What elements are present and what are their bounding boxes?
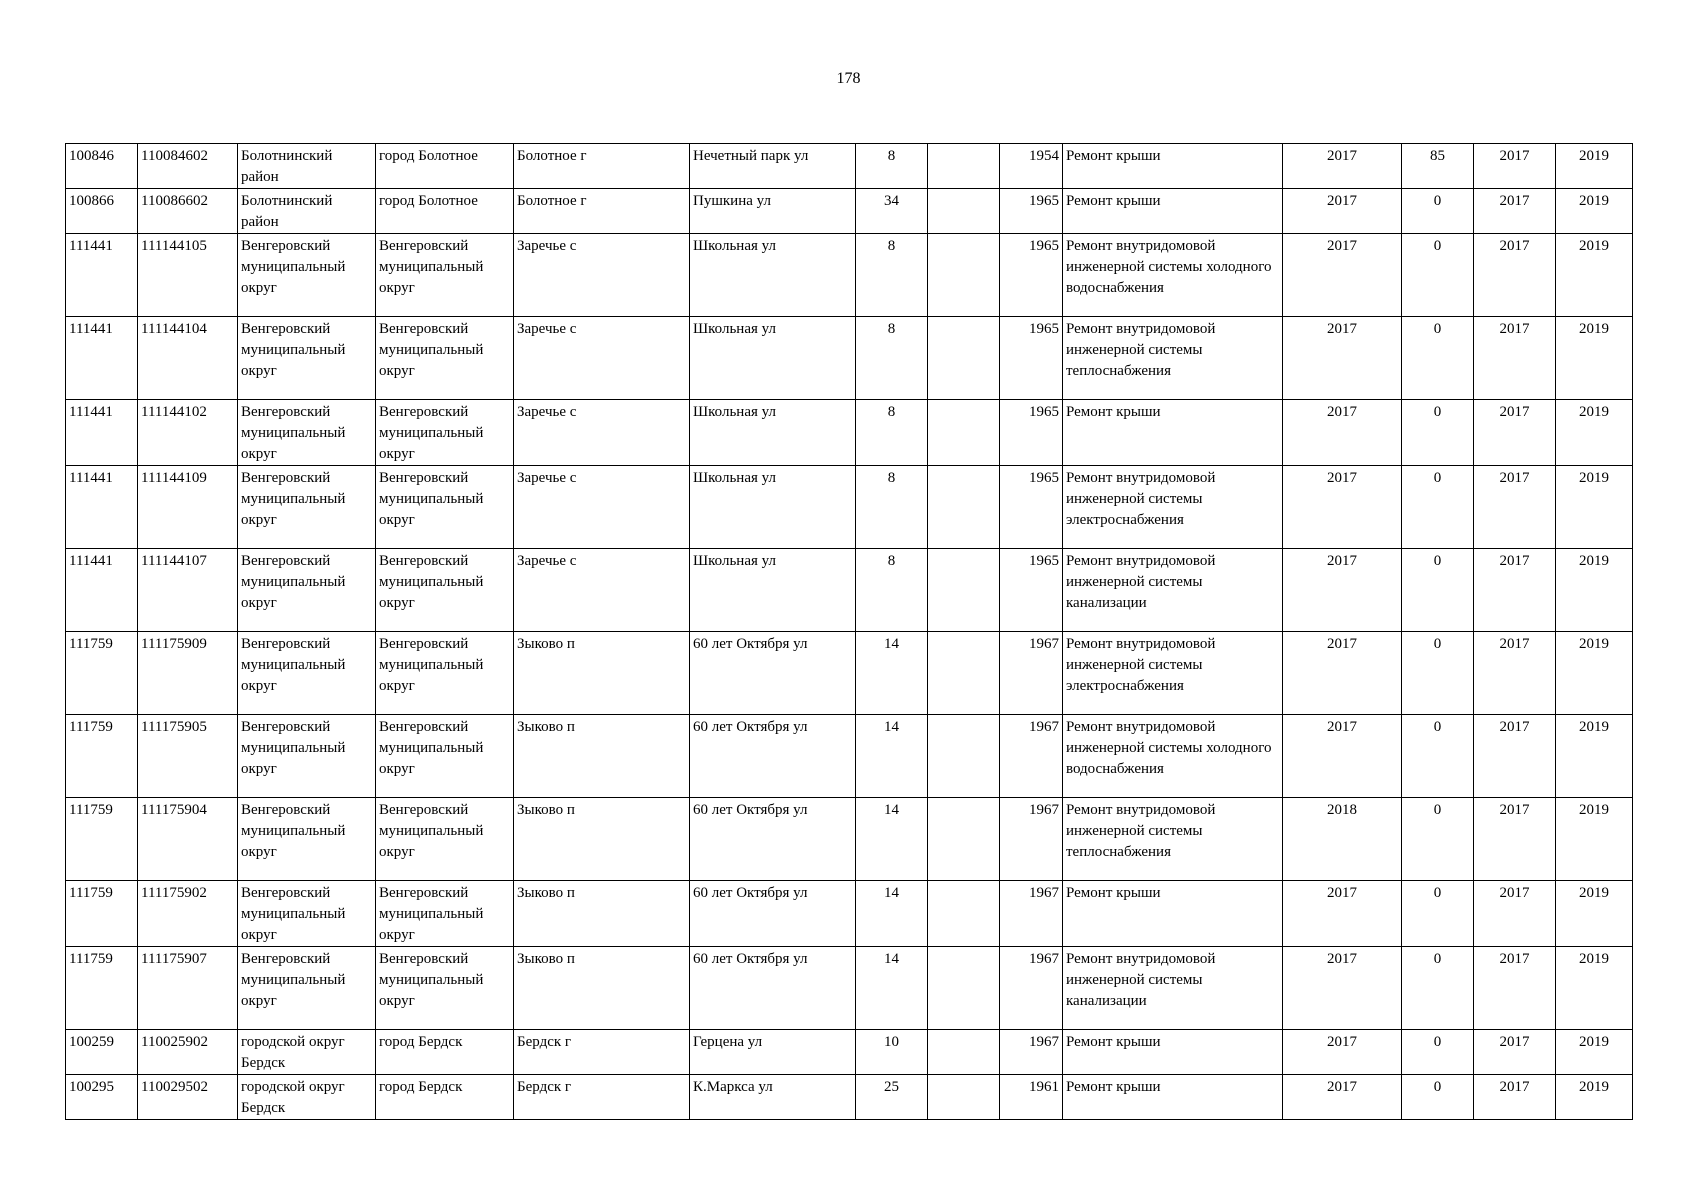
work-type-cell: Ремонт крыши [1063,1075,1283,1120]
street-cell: Школьная ул [690,234,856,317]
year-built-cell: 1965 [1000,234,1063,317]
street-cell: 60 лет Октября ул [690,632,856,715]
building-cell [928,466,1000,549]
planned-year-cell: 2017 [1283,881,1402,947]
house-id-cell: 111759 [66,632,138,715]
work-type-cell: Ремонт крыши [1063,881,1283,947]
planned-year-cell: 2017 [1283,189,1402,234]
year-built-cell: 1967 [1000,715,1063,798]
settlement-cell: Заречье с [514,466,690,549]
wear-percent-cell: 0 [1402,234,1474,317]
house-id-cell: 100259 [66,1030,138,1075]
street-cell: Нечетный парк ул [690,144,856,189]
house-id-cell: 100866 [66,189,138,234]
work-type-cell: Ремонт внутридомовой инженерной системы теплоснабжения [1063,317,1283,400]
period-start-cell: 2017 [1474,1075,1556,1120]
district-cell: Болотнинский район [238,189,376,234]
work-id-cell: 111175907 [138,947,238,1030]
planned-year-cell: 2017 [1283,549,1402,632]
house-number-cell: 14 [856,947,928,1030]
municipality-cell: город Болотное [376,144,514,189]
house-number-cell: 34 [856,189,928,234]
municipality-cell: Венгеровский муниципальный округ [376,715,514,798]
building-cell [928,1030,1000,1075]
work-type-cell: Ремонт внутридомовой инженерной системы холодного водоснабжения [1063,715,1283,798]
wear-percent-cell: 0 [1402,632,1474,715]
municipality-cell: город Болотное [376,189,514,234]
building-cell [928,881,1000,947]
work-id-cell: 110029502 [138,1075,238,1120]
street-cell: Школьная ул [690,466,856,549]
period-end-cell: 2019 [1556,400,1633,466]
settlement-cell: Болотное г [514,144,690,189]
work-id-cell: 111175909 [138,632,238,715]
year-built-cell: 1965 [1000,189,1063,234]
house-id-cell: 111441 [66,400,138,466]
district-cell: городской округ Бердск [238,1075,376,1120]
settlement-cell: Зыково п [514,632,690,715]
period-start-cell: 2017 [1474,549,1556,632]
district-cell: Венгеровский муниципальный округ [238,881,376,947]
planned-year-cell: 2018 [1283,798,1402,881]
year-built-cell: 1967 [1000,632,1063,715]
period-start-cell: 2017 [1474,632,1556,715]
planned-year-cell: 2017 [1283,715,1402,798]
period-start-cell: 2017 [1474,466,1556,549]
house-id-cell: 111441 [66,549,138,632]
municipality-cell: город Бердск [376,1030,514,1075]
street-cell: 60 лет Октября ул [690,947,856,1030]
house-number-cell: 10 [856,1030,928,1075]
planned-year-cell: 2017 [1283,144,1402,189]
year-built-cell: 1965 [1000,466,1063,549]
building-cell [928,317,1000,400]
house-id-cell: 111759 [66,798,138,881]
street-cell: Школьная ул [690,317,856,400]
period-end-cell: 2019 [1556,189,1633,234]
municipality-cell: Венгеровский муниципальный округ [376,400,514,466]
building-cell [928,400,1000,466]
house-number-cell: 14 [856,632,928,715]
work-type-cell: Ремонт крыши [1063,189,1283,234]
district-cell: Венгеровский муниципальный округ [238,400,376,466]
period-start-cell: 2017 [1474,234,1556,317]
house-number-cell: 25 [856,1075,928,1120]
period-end-cell: 2019 [1556,632,1633,715]
house-id-cell: 100295 [66,1075,138,1120]
table-row [66,189,1633,234]
period-start-cell: 2017 [1474,144,1556,189]
house-number-cell: 14 [856,798,928,881]
planned-year-cell: 2017 [1283,234,1402,317]
period-start-cell: 2017 [1474,881,1556,947]
table-row [66,881,1633,947]
district-cell: Болотнинский район [238,144,376,189]
building-cell [928,144,1000,189]
planned-year-cell: 2017 [1283,317,1402,400]
settlement-cell: Бердск г [514,1075,690,1120]
district-cell: Венгеровский муниципальный округ [238,466,376,549]
street-cell: Школьная ул [690,549,856,632]
district-cell: Венгеровский муниципальный округ [238,317,376,400]
work-id-cell: 111144107 [138,549,238,632]
table-row [66,798,1633,881]
period-end-cell: 2019 [1556,549,1633,632]
wear-percent-cell: 0 [1402,798,1474,881]
year-built-cell: 1967 [1000,798,1063,881]
work-id-cell: 111144109 [138,466,238,549]
street-cell: Герцена ул [690,1030,856,1075]
district-cell: Венгеровский муниципальный округ [238,715,376,798]
street-cell: 60 лет Октября ул [690,881,856,947]
wear-percent-cell: 0 [1402,881,1474,947]
work-id-cell: 111144102 [138,400,238,466]
wear-percent-cell: 0 [1402,400,1474,466]
planned-year-cell: 2017 [1283,1075,1402,1120]
table-row [66,234,1633,317]
wear-percent-cell: 0 [1402,715,1474,798]
planned-year-cell: 2017 [1283,1030,1402,1075]
building-cell [928,947,1000,1030]
district-cell: Венгеровский муниципальный округ [238,234,376,317]
year-built-cell: 1967 [1000,1030,1063,1075]
house-id-cell: 111441 [66,317,138,400]
house-number-cell: 8 [856,234,928,317]
house-id-cell: 100846 [66,144,138,189]
work-type-cell: Ремонт внутридомовой инженерной системы электроснабжения [1063,632,1283,715]
work-id-cell: 110025902 [138,1030,238,1075]
building-cell [928,1075,1000,1120]
settlement-cell: Зыково п [514,881,690,947]
period-end-cell: 2019 [1556,881,1633,947]
wear-percent-cell: 85 [1402,144,1474,189]
municipality-cell: Венгеровский муниципальный округ [376,947,514,1030]
year-built-cell: 1967 [1000,881,1063,947]
wear-percent-cell: 0 [1402,947,1474,1030]
settlement-cell: Зыково п [514,715,690,798]
wear-percent-cell: 0 [1402,549,1474,632]
period-start-cell: 2017 [1474,798,1556,881]
street-cell: Пушкина ул [690,189,856,234]
house-number-cell: 8 [856,317,928,400]
period-end-cell: 2019 [1556,144,1633,189]
period-start-cell: 2017 [1474,947,1556,1030]
page-number: 178 [836,70,861,87]
table-row [66,1075,1633,1120]
table-row [66,317,1633,400]
table-row [66,549,1633,632]
house-number-cell: 14 [856,715,928,798]
work-type-cell: Ремонт внутридомовой инженерной системы теплоснабжения [1063,798,1283,881]
table-row [66,947,1633,1030]
year-built-cell: 1954 [1000,144,1063,189]
period-start-cell: 2017 [1474,400,1556,466]
municipality-cell: Венгеровский муниципальный округ [376,549,514,632]
work-id-cell: 110086602 [138,189,238,234]
work-type-cell: Ремонт внутридомовой инженерной системы холодного водоснабжения [1063,234,1283,317]
period-end-cell: 2019 [1556,798,1633,881]
planned-year-cell: 2017 [1283,947,1402,1030]
house-id-cell: 111759 [66,947,138,1030]
work-id-cell: 111175902 [138,881,238,947]
year-built-cell: 1965 [1000,400,1063,466]
building-cell [928,234,1000,317]
building-cell [928,715,1000,798]
building-cell [928,798,1000,881]
wear-percent-cell: 0 [1402,317,1474,400]
street-cell: К.Маркса ул [690,1075,856,1120]
period-start-cell: 2017 [1474,715,1556,798]
period-end-cell: 2019 [1556,317,1633,400]
work-type-cell: Ремонт крыши [1063,1030,1283,1075]
work-id-cell: 111175905 [138,715,238,798]
municipality-cell: Венгеровский муниципальный округ [376,234,514,317]
municipality-cell: Венгеровский муниципальный округ [376,881,514,947]
planned-year-cell: 2017 [1283,466,1402,549]
settlement-cell: Заречье с [514,234,690,317]
municipality-cell: Венгеровский муниципальный округ [376,632,514,715]
house-number-cell: 14 [856,881,928,947]
year-built-cell: 1961 [1000,1075,1063,1120]
planned-year-cell: 2017 [1283,632,1402,715]
work-id-cell: 111175904 [138,798,238,881]
work-type-cell: Ремонт крыши [1063,144,1283,189]
house-number-cell: 8 [856,144,928,189]
period-end-cell: 2019 [1556,1030,1633,1075]
table-row [66,144,1633,189]
work-id-cell: 111144105 [138,234,238,317]
period-end-cell: 2019 [1556,947,1633,1030]
wear-percent-cell: 0 [1402,189,1474,234]
district-cell: Венгеровский муниципальный округ [238,798,376,881]
settlement-cell: Заречье с [514,400,690,466]
house-id-cell: 111441 [66,234,138,317]
table-row [66,632,1633,715]
work-type-cell: Ремонт внутридомовой инженерной системы электроснабжения [1063,466,1283,549]
settlement-cell: Бердск г [514,1030,690,1075]
period-start-cell: 2017 [1474,1030,1556,1075]
building-cell [928,632,1000,715]
municipality-cell: Венгеровский муниципальный округ [376,798,514,881]
year-built-cell: 1965 [1000,317,1063,400]
house-id-cell: 111759 [66,881,138,947]
work-id-cell: 111144104 [138,317,238,400]
municipality-cell: Венгеровский муниципальный округ [376,317,514,400]
house-number-cell: 8 [856,400,928,466]
municipality-cell: Венгеровский муниципальный округ [376,466,514,549]
table-row [66,715,1633,798]
house-number-cell: 8 [856,466,928,549]
municipality-cell: город Бердск [376,1075,514,1120]
period-start-cell: 2017 [1474,317,1556,400]
year-built-cell: 1965 [1000,549,1063,632]
work-type-cell: Ремонт крыши [1063,400,1283,466]
settlement-cell: Болотное г [514,189,690,234]
settlement-cell: Зыково п [514,798,690,881]
district-cell: Венгеровский муниципальный округ [238,632,376,715]
building-cell [928,549,1000,632]
settlement-cell: Заречье с [514,317,690,400]
period-end-cell: 2019 [1556,715,1633,798]
planned-year-cell: 2017 [1283,400,1402,466]
district-cell: городской округ Бердск [238,1030,376,1075]
street-cell: 60 лет Октября ул [690,715,856,798]
district-cell: Венгеровский муниципальный округ [238,549,376,632]
table-row [66,1030,1633,1075]
period-end-cell: 2019 [1556,466,1633,549]
work-type-cell: Ремонт внутридомовой инженерной системы канализации [1063,947,1283,1030]
wear-percent-cell: 0 [1402,466,1474,549]
work-id-cell: 110084602 [138,144,238,189]
district-cell: Венгеровский муниципальный округ [238,947,376,1030]
period-end-cell: 2019 [1556,1075,1633,1120]
repair-registry-table [65,143,1633,1120]
year-built-cell: 1967 [1000,947,1063,1030]
table-row [66,400,1633,466]
period-start-cell: 2017 [1474,189,1556,234]
period-end-cell: 2019 [1556,234,1633,317]
building-cell [928,189,1000,234]
wear-percent-cell: 0 [1402,1075,1474,1120]
wear-percent-cell: 0 [1402,1030,1474,1075]
work-type-cell: Ремонт внутридомовой инженерной системы канализации [1063,549,1283,632]
street-cell: 60 лет Октября ул [690,798,856,881]
house-id-cell: 111441 [66,466,138,549]
street-cell: Школьная ул [690,400,856,466]
house-number-cell: 8 [856,549,928,632]
settlement-cell: Заречье с [514,549,690,632]
table-row [66,466,1633,549]
house-id-cell: 111759 [66,715,138,798]
settlement-cell: Зыково п [514,947,690,1030]
